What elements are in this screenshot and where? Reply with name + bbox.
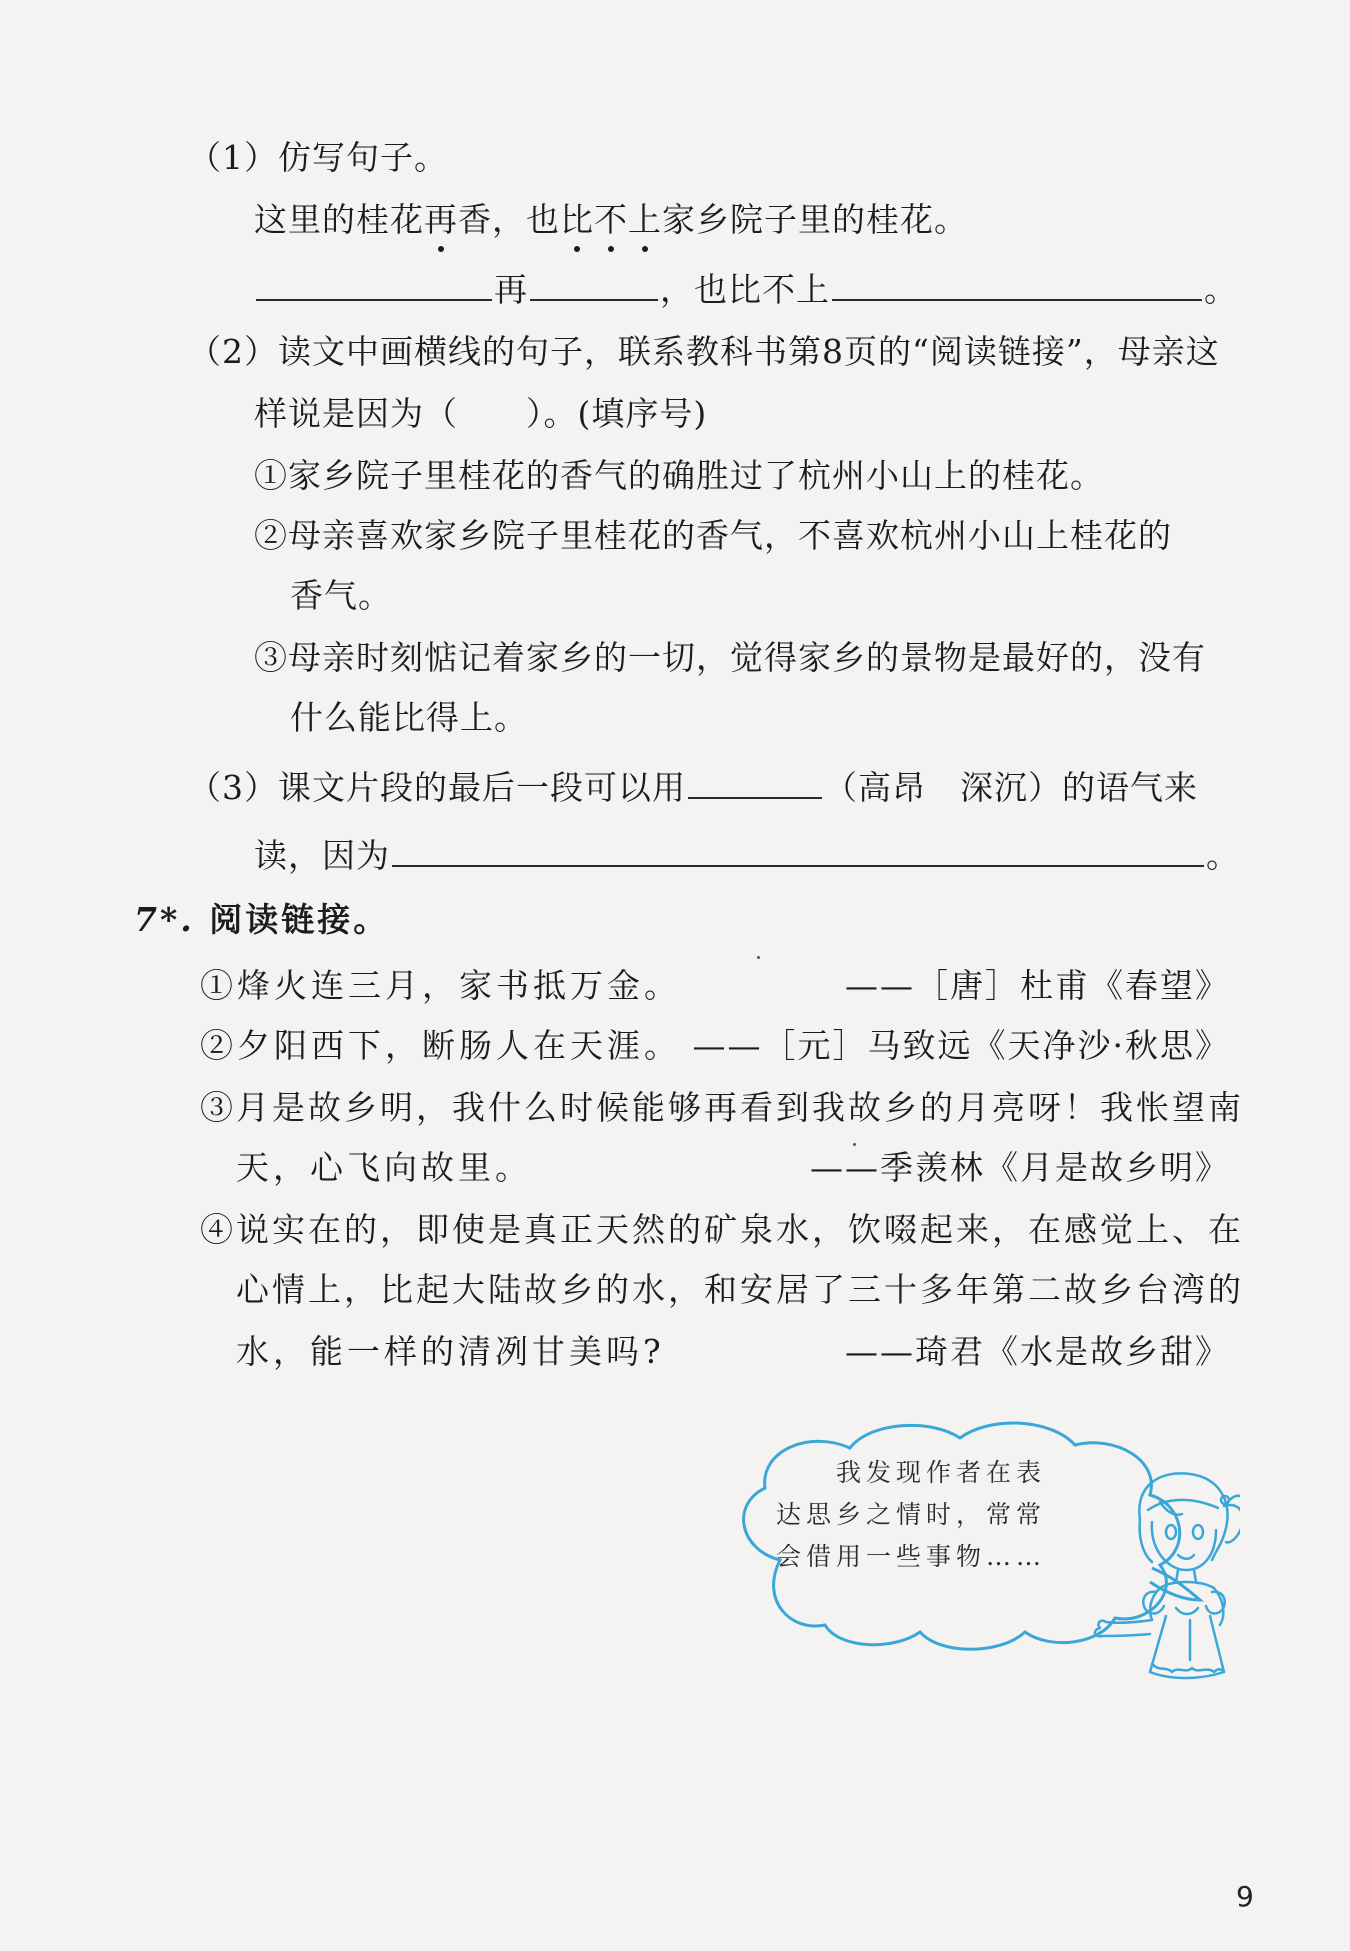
fill-word: ，也比不上 xyxy=(660,270,830,309)
q7-heading xyxy=(134,898,389,942)
emphasis-char: 比 xyxy=(560,198,594,242)
reading-2-source: ——［元］马致远《天净沙·秋思》 xyxy=(692,1026,1230,1065)
reading-1-source: ——［唐］杜甫《春望》 xyxy=(845,966,1230,1005)
blank-tone[interactable] xyxy=(688,767,822,799)
print-speck xyxy=(757,956,760,959)
reading-4-line2: 心情上，比起大陆故乡的水，和安居了三十多年第二故乡台湾的 xyxy=(236,1270,1244,1309)
emphasis-char: 上 xyxy=(628,198,662,242)
sentence-part: 这里的桂花 xyxy=(254,200,424,239)
q1-fill-line xyxy=(254,268,1238,312)
emphasis-char: 不 xyxy=(594,198,628,242)
page-number: 9 xyxy=(1236,1880,1254,1913)
q3-reason-label: 读，因为 xyxy=(254,836,390,875)
blank-reason[interactable] xyxy=(392,835,1204,867)
q2-option-1: ①家乡院子里桂花的香气的确胜过了杭州小山上的桂花。 xyxy=(254,456,1104,495)
bubble-line1: 我发现作者在表 xyxy=(836,1458,1047,1487)
reading-3-line1: ③月是故乡明，我什么时候能够再看到我故乡的月亮呀！我怅望南 xyxy=(200,1088,1244,1127)
blank-adjective[interactable] xyxy=(530,269,658,301)
reading-4-line1: ④说实在的，即使是真正天然的矿泉水，饮啜起来，在感觉上、在 xyxy=(200,1210,1244,1249)
blank-comparison[interactable] xyxy=(832,269,1202,301)
reading-3-line2: 天，心飞向故里。 xyxy=(236,1148,532,1187)
reading-4-line3: 水，能一样的清冽甘美吗? xyxy=(236,1332,665,1371)
q2-option-3-line1: ③母亲时刻惦记着家乡的一切，觉得家乡的景物是最好的，没有 xyxy=(254,638,1206,677)
q1-example-sentence xyxy=(254,198,968,242)
sentence-part: 香，也 xyxy=(458,200,560,239)
q7-number: 7*. xyxy=(134,900,195,939)
print-speck xyxy=(853,1143,856,1146)
reading-3-source: ——季羡林《月是故乡明》 xyxy=(810,1148,1230,1187)
bubble-line2: 达思乡之情时，常常 xyxy=(776,1500,1047,1529)
reading-1-text: ①烽火连三月，家书抵万金。 xyxy=(200,966,681,1005)
q2-option-2-line1: ②母亲喜欢家乡院子里桂花的香气，不喜欢杭州小山上桂花的 xyxy=(254,516,1172,555)
q2-line2: 样说是因为（ ）。(填序号) xyxy=(254,394,708,433)
bubble-line3: 会借用一些事物…… xyxy=(776,1542,1047,1571)
reading-4-source: ——琦君《水是故乡甜》 xyxy=(845,1332,1230,1371)
q3-line2 xyxy=(254,834,1240,878)
q2-line1: （2）读文中画横线的句子，联系教科书第8页的“阅读链接”，母亲这 xyxy=(188,332,1220,371)
q7-title: 阅读链接。 xyxy=(209,900,390,939)
q3-end: 。 xyxy=(1206,836,1240,875)
q3-line1 xyxy=(188,766,1198,810)
sentence-part: 家乡院子里的桂花。 xyxy=(662,200,968,239)
q3-options: （高昂 深沉）的语气来 xyxy=(824,768,1198,807)
q3-text: （3）课文片段的最后一段可以用 xyxy=(188,768,686,807)
fill-word: 再 xyxy=(494,270,528,309)
q2-option-3-line2: 什么能比得上。 xyxy=(290,698,528,737)
q1-label: （1）仿写句子。 xyxy=(188,138,448,177)
q2-option-2-line2: 香气。 xyxy=(290,576,392,615)
blank-subject[interactable] xyxy=(256,269,492,301)
reading-2-text: ②夕阳西下，断肠人在天涯。 xyxy=(200,1026,681,1065)
fill-end: 。 xyxy=(1204,270,1238,309)
emphasis-char: 再 xyxy=(424,198,458,242)
